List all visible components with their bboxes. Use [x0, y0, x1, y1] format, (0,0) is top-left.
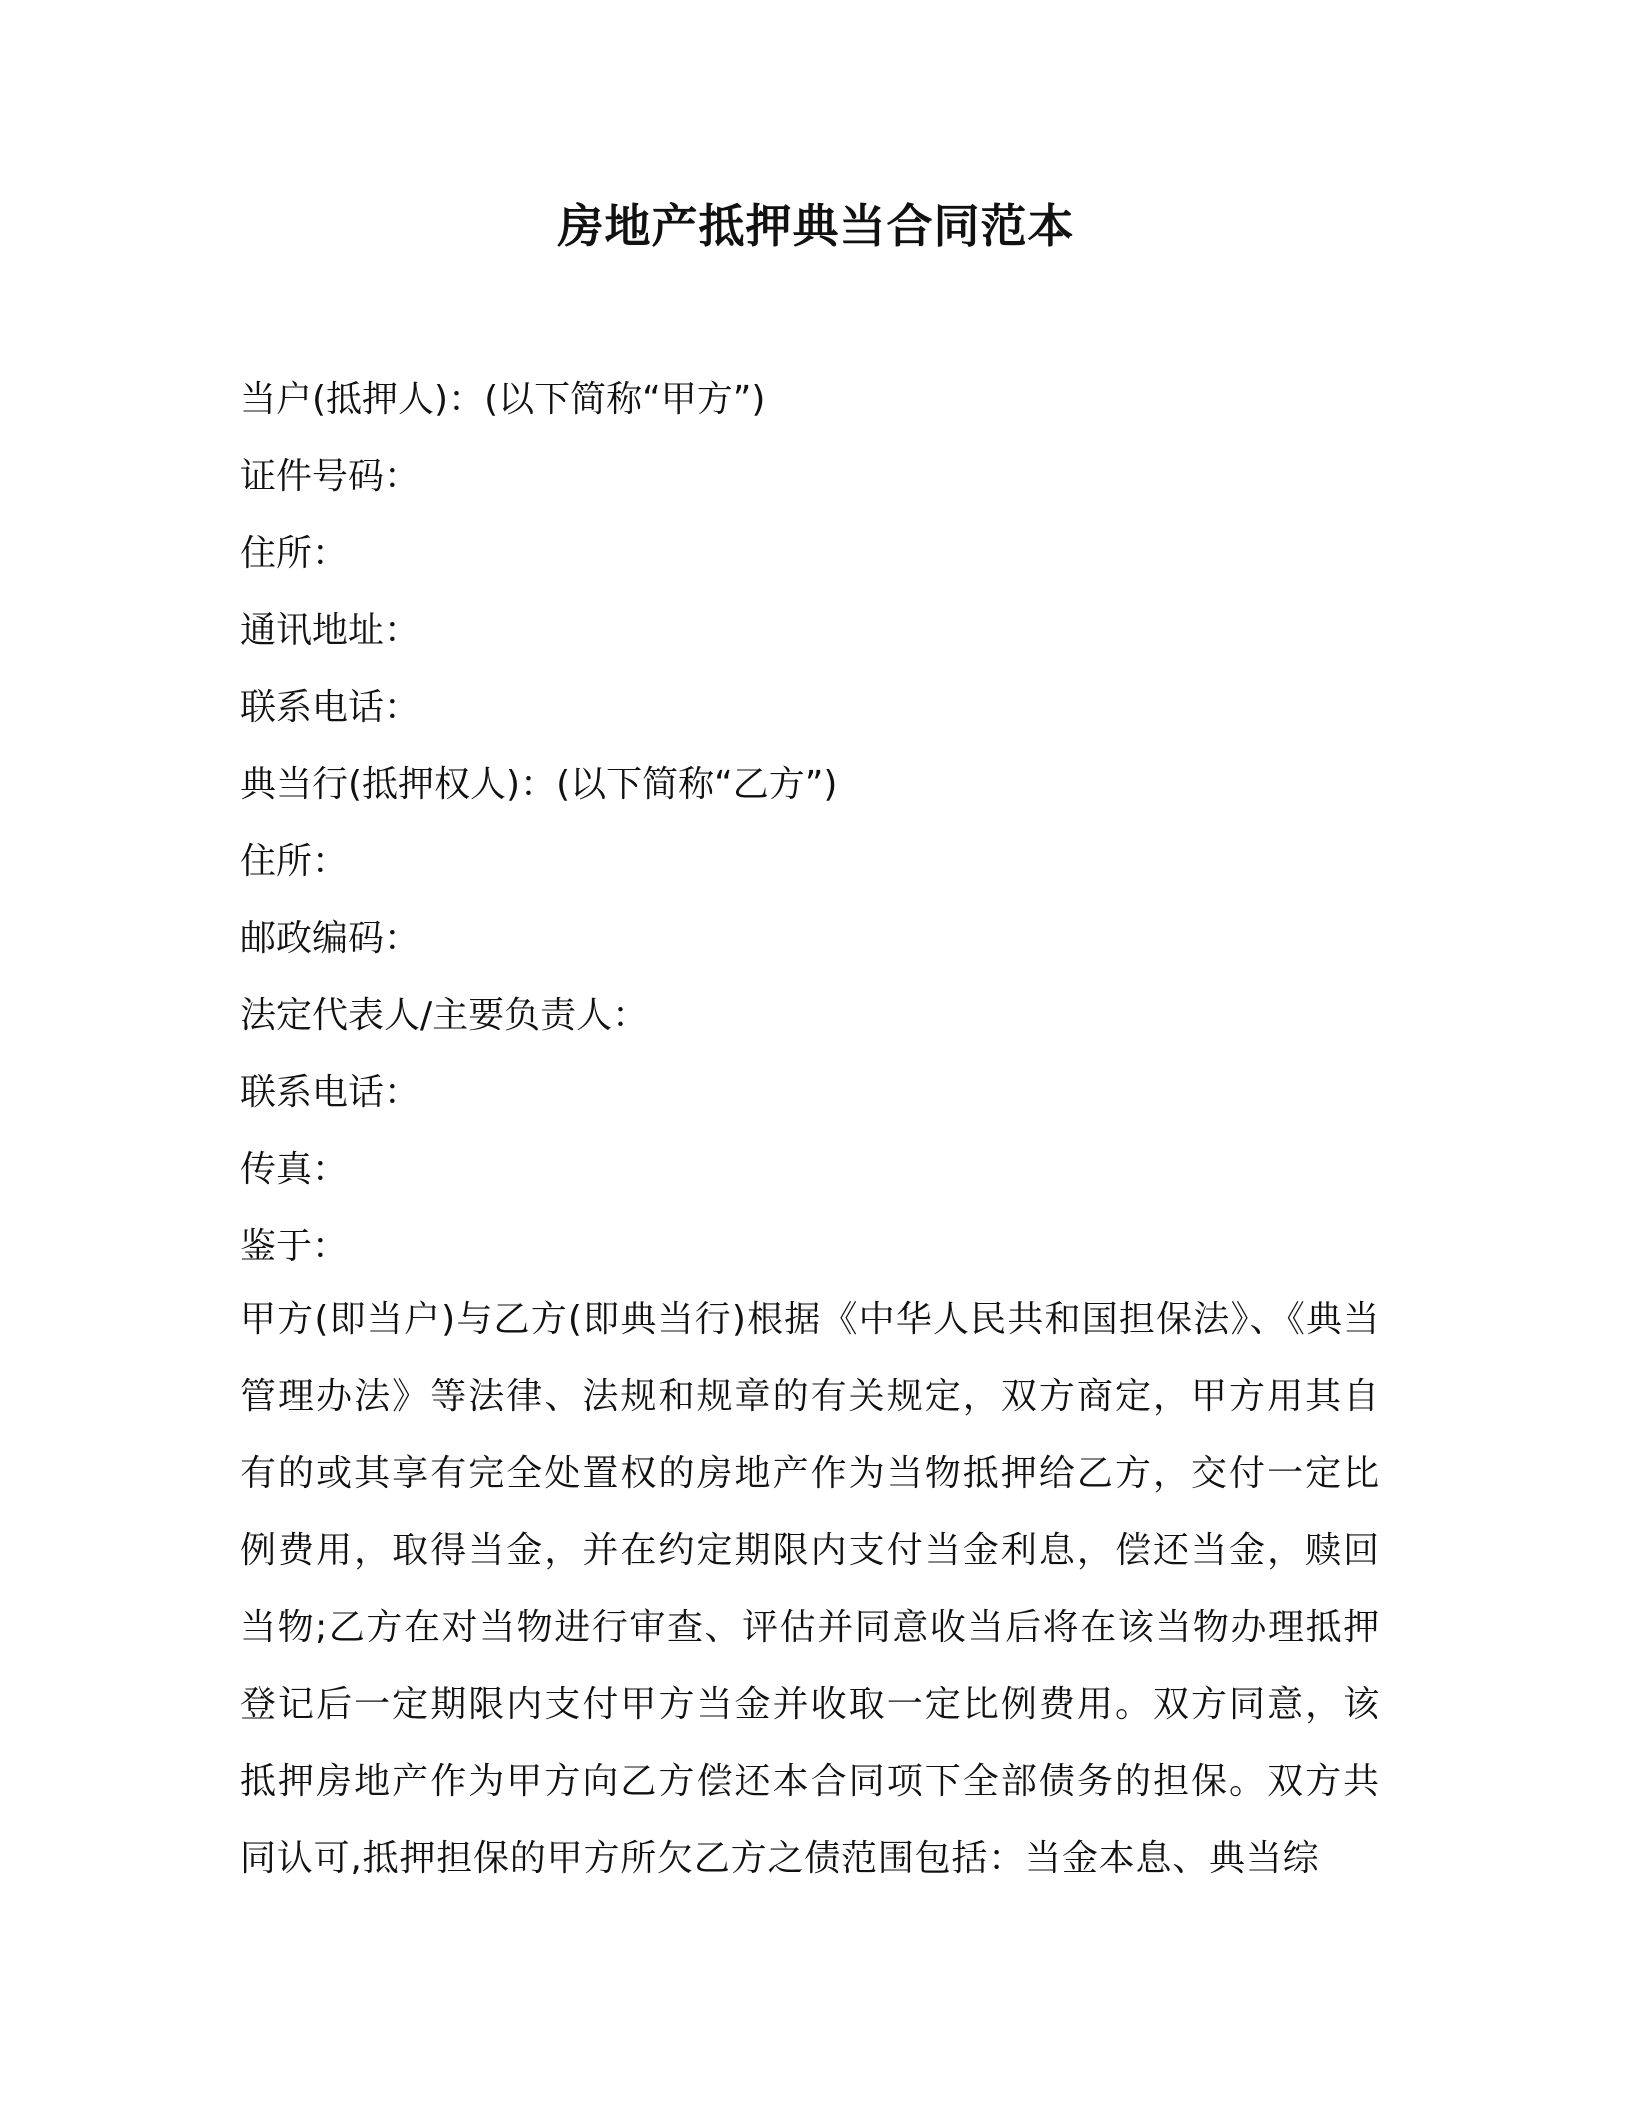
field-pawnshop: 典当行(抵押权人)：(以下简称“乙方”) — [240, 764, 838, 805]
field-id-number: 证件号码： — [240, 456, 421, 497]
document-title: 房地产抵押典当合同范本 — [557, 199, 1075, 253]
field-legal-representative: 法定代表人/主要负责人： — [240, 995, 649, 1036]
contract-body-paragraph: 甲方(即当户)与乙方(即典当行)根据《中华人民共和国担保法》、《典当管理办法》等法律、法规和规章的有关规定，双方商定，甲方用其自有的或其享有完全处置权的房地产作为当物抵押给乙方，交付一定比例费用，取得当金，并在约定期限内支付当金利息，偿还当金，赎回当物;乙方在对当物进行审查、评估并同意收当后将在该当物办理抵押登记后一定期限内支付甲方当金并收取一定比例费用。双方同意，该抵押房地产作为甲方向乙方偿还本合同项下全部债务的担保。双方共同认可,抵押担保的甲方所欠乙方之债范围包括：当金本息、典当综 — [240, 1299, 1380, 1879]
field-pawnshop-address: 住所： — [240, 841, 349, 882]
field-pawner-phone: 联系电话： — [240, 687, 421, 728]
field-pawner-address: 住所： — [240, 533, 349, 574]
field-pawner: 当户(抵押人)：(以下简称“甲方”) — [240, 379, 766, 420]
field-mailing-address: 通讯地址： — [240, 610, 421, 651]
party-info-list — [240, 361, 1390, 1285]
field-postal-code: 邮政编码： — [240, 918, 421, 959]
field-fax: 传真： — [240, 1149, 349, 1190]
field-whereas: 鉴于： — [240, 1226, 349, 1267]
field-pawnshop-phone: 联系电话： — [240, 1072, 421, 1113]
